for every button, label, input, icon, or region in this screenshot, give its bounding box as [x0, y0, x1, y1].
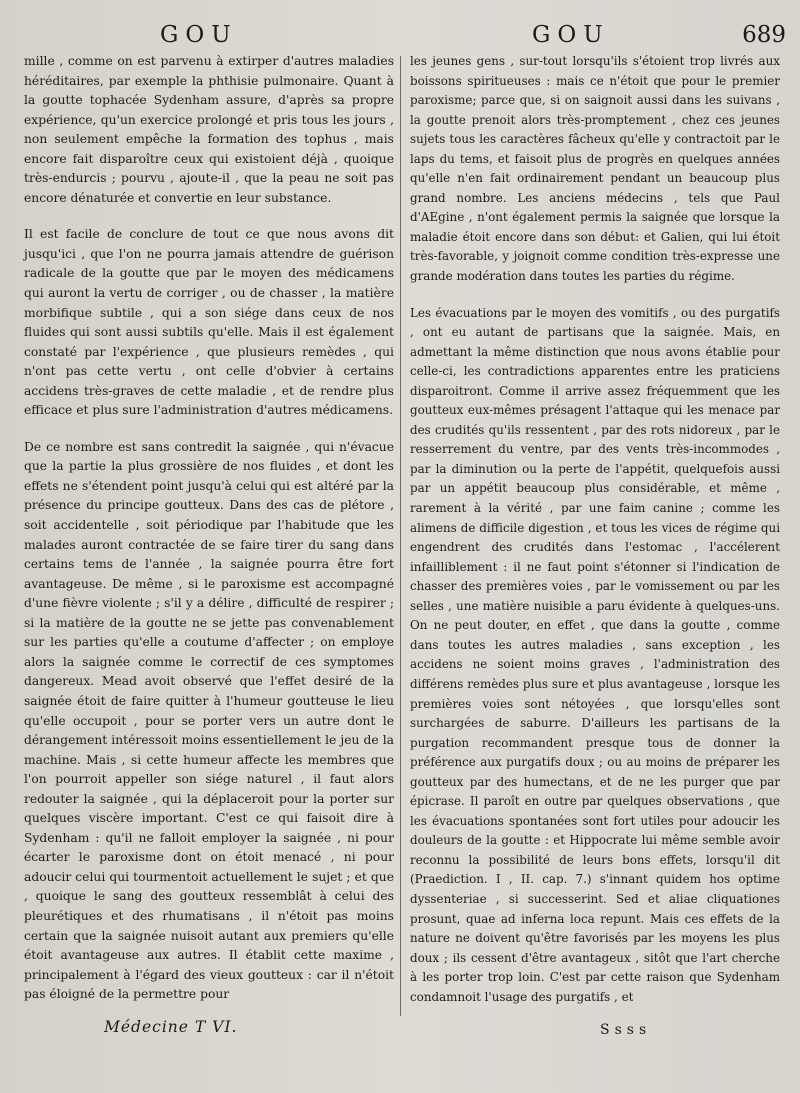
left-paragraph-1: mille , comme on est parvenu à extirper d'autres maladies héréditaires, par exemple la phthisie pulmonaire. Quant à la goutte tophacée Sydenham assure, d'après sa propre expérience, qu'un exercice prolongé et pris tous les jours , non seulement empêche la formation des tophus , mais encore fait disparoître ceux qui existoient déjà , quoique très-endurcis ; pourvu , ajoute-il , que la peau ne soit pas encore dénaturée et convertie en leur substance. [24, 54, 394, 205]
page-footer [0, 1018, 800, 1048]
page-number: 689 [742, 22, 786, 48]
right-paragraph-2: Les évacuations par le moyen des vomitifs , ou des purgatifs , ont eu autant de partisans que la saignée. Mais, en admettant la même distinction que nous avons établie pour celle-ci, les contradictions apparentes entre les praticiens disparoitront. Comme il arrive assez fréquemment que les goutteux eux-mêmes présagent l'attaque qui les menace par des crudités qu'ils ressentent , par des rots nidoreux , par le resserrement du ventre, par des vents très-incommodes , par la diminution ou la perte de l'appétit, quelquefois aussi par un appétit beaucoup plus considérable, et même , rarement à la vérité , par une faim canine ; comme les alimens de difficile digestion , et tous les vices de régime qui engendrent des crudités dans l'estomac , l'accélerent infailliblement : il ne faut point s'étonner si l'indication de chasser des premières voies , par le vomissement ou par les selles , une matière nuisible a paru évidente à quelques-uns. On ne peut douter, en effet , que dans la goutte , comme dans toutes les autres maladies , sans exception , les accidens ne soient moins graves , l'administration des différens remèdes plus sure et plus avantageuse , lorsque les premières voies sont nétoyées , que lorsqu'elles sont surchargées de saburre. D'ailleurs les partisans de la purgation recommandent presque tous de donner la préférence aux purgatifs doux ; ou au moins de préparer les goutteux par des humectans, et de ne les purger que par épicrase. Il paroît en outre par quelques observations , que les évacuations spontanées sont fort utiles pour adoucir les douleurs de la goutte : et Hippocrate lui même semble avoir reconnu la possibilité de leurs bons effets, lorsqu'il dit (Praediction. I , II. cap. 7.) s'innant quidem hos optime dyssenteriae , si successerint. Sed et aliae cliquationes prosunt, quae ad inferna loca repunt. Mais ces effets de la nature ne doivent qu'être favorisés par les moyens les plus doux ; ils cessent d'être avantageux , sitôt que l'art cherche à les porter trop loin. C'est par cette raison que Sydenham condamnoit l'usage des purgatifs , et [410, 305, 780, 1004]
header-title-right: GOU [532, 22, 610, 48]
volume-signature: Médecine T VI. [104, 1018, 238, 1036]
column-divider [400, 56, 401, 1016]
left-column [24, 52, 394, 1005]
left-paragraph-3: De ce nombre est sans contredit la saignée , qui n'évacue que la partie la plus grossière de nos fluides , et dont les effets ne s'étendent point jusqu'à celui qui est altéré par la présence du principe goutteux. Dans des cas de plétore , soit accidentelle , soit périodique par l'habitude que les malades auront contractée de se faire tirer du sang dans certains tems de l'année , la saignée pourra être fort avantageuse. De même , si le paroxisme est accompagné d'une fièvre violente ; s'il y a délire , difficulté de respirer ; si la matière de la goutte ne se jette pas convenablement sur les parties qu'elle a coutume d'affecter ; on employe alors la saignée comme le correctif de ces symptomes dangereux. Mead avoit observé que l'effet desiré de la saignée étoit de faire quitter à l'humeur goutteuse le lieu qu'elle occupoit , pour se porter vers un autre dont le dérangement intéressoit moins essentiellement le jeu de la machine. Mais , si cette humeur affecte les membres que l'on pourroit appeller son siége naturel , il faut alors redouter la saignée , qui la déplaceroit pour la porter sur quelques viscère important. C'est ce qui faisoit dire à Sydenham : qu'il ne falloit employer la saignée , ni pour écarter le paroxisme dont on étoit menacé , ni pour adoucir celui qui tourmentoit actuellement le sujet ; et que , quoique le sang des goutteux ressemblât à celui des pleurétiques et des rhumatisans , il n'étoit pas moins certain que la saignée nuisoit autant aux premiers qu'elle étoit avantageuse aux autres. Il établit cette maxime , principalement à l'égard des vieux goutteux : car il n'étoit pas éloigné de la permettre pour [24, 439, 394, 1002]
sheet-mark: Ssss [600, 1022, 652, 1038]
running-header [0, 22, 800, 56]
header-title-left: GOU [160, 22, 238, 48]
right-paragraph-1: les jeunes gens , sur-tout lorsqu'ils s'étoient trop livrés aux boissons spiritueuses : mais ce n'étoit que pour le premier paroxisme; parce que, si on saignoit aussi dans les suivans , la goutte prenoit alors très-promptement , chez ces jeunes sujets tous les caractères fâcheux qu'elle y contractoit par le laps du tems, et faisoit plus de progrès en quelques années qu'elle n'en fait ordinairement pendant un beaucoup plus grand nombre. Les anciens médecins , tels que Paul d'AEgine , n'ont également permis la saignée que lorsque la maladie étoit encore dans son début: et Galien, qui lui étoit très-favorable, y joignoit comme condition très-expresse une grande modération dans toutes les parties du régime. [410, 54, 780, 284]
left-paragraph-2: Il est facile de conclure de tout ce que nous avons dit jusqu'ici , que l'on ne pourra jamais attendre de guérison radicale de la goutte que par le moyen des médicamens qui auront la vertu de corriger , ou de chasser , la matière morbifique subtile , qui a son siége dans ceux de nos fluides qui sont aussi subtils qu'elle. Mais il est également constaté par l'expérience , que plusieurs remèdes , qui n'ont pas cette vertu , ont celle d'obvier à certains accidens très-graves de cette maladie , et de rendre plus efficace et plus sure l'administration d'autres médicamens. [24, 227, 394, 418]
right-column [410, 52, 780, 1007]
